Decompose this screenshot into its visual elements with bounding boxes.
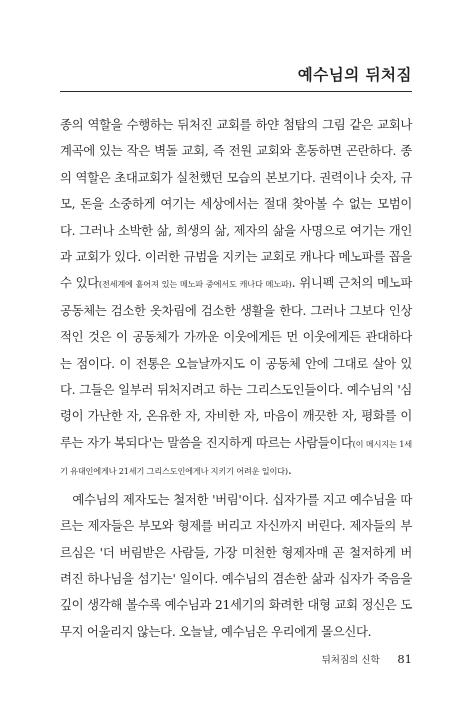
page-footer: [322, 652, 412, 666]
running-head: 뒤처짐의 신학: [321, 655, 380, 666]
paragraph-1-end: .: [287, 462, 292, 478]
page-number: 81: [397, 652, 412, 666]
body-text: [60, 112, 412, 645]
page-title: 예수님의 뒤처짐: [297, 65, 412, 84]
paragraph-1: [60, 112, 412, 485]
paragraph-1-text-a: 종의 역할을 수행하는 뒤처진 교회를 하얀 첨탑의 그림 같은 교회나 계곡에 있는 작은 벽돌 교회, 즉 전원 교회와 혼동하면 곤란하다. 종의 역할은 초대교회가 실천했던 모습의 본보기다. 권력이나 숫자, 규모, 돈을 소중하게 여기는 세상에서는 절대 찾아볼 수 없는 모범이다. 그러나 소박한 삶, 희생의 삶, 제자의 삶을 사명으로 여기는 개인과 교회가 있다. 이러한 규범을 지키는 교회로 캐나다 메노파를 꼽을 수 있다: [60, 117, 412, 291]
paragraph-2: 예수님의 제자도는 철저한 '버림'이다. 십자가를 지고 예수님을 따르는 제자들은 부모와 형제를 버리고 자신까지 버린다. 제자들의 부르심은 '더 버림받은 사람들, 가장 미천한 형제자매 곧 철저하게 버려진 하나님을 섬기는' 일이다. 예수님의 겸손한 삶과 십자가 죽음을 깊이 생각해 볼수록 예수님과 21세기의 화려한 대형 교회 정신은 도무지 어울리지 않는다. 오늘날, 예수님은 우리에게 몰으신다.: [60, 491, 412, 639]
header-divider: [60, 91, 412, 92]
paragraph-1-text-b: . 위니펙 근처의 메노파 공동체는 검소한 옷차림에 검소한 생활을 한다. 그러나 그보다 인상적인 것은 이 공동체가 가까운 이웃에게든 먼 이웃에게든 관대하다는 점이다. 이 전통은 오늘날까지도 이 공동체 안에 그대로 살아 있다. 그들은 일부러 뒤처지려고 하는 그리스도인들이다. 예수님의 '심령이 가난한 자, 온유한 자, 자비한 자, 마음이 깨끗한 자, 평화를 이루는 자가 복되다'는 말씀을 진지하게 따르는 사람들이다: [60, 275, 412, 450]
footnote-inline-1: (전세계에 흩어져 있는 메노파 중에서도 캐나다 메노파): [98, 279, 292, 290]
footnote-inline-2: (이 메시지는 1세기 유대인에게나 21세기 그리스도인에게나 지키기 어려운 일이다): [60, 438, 412, 477]
